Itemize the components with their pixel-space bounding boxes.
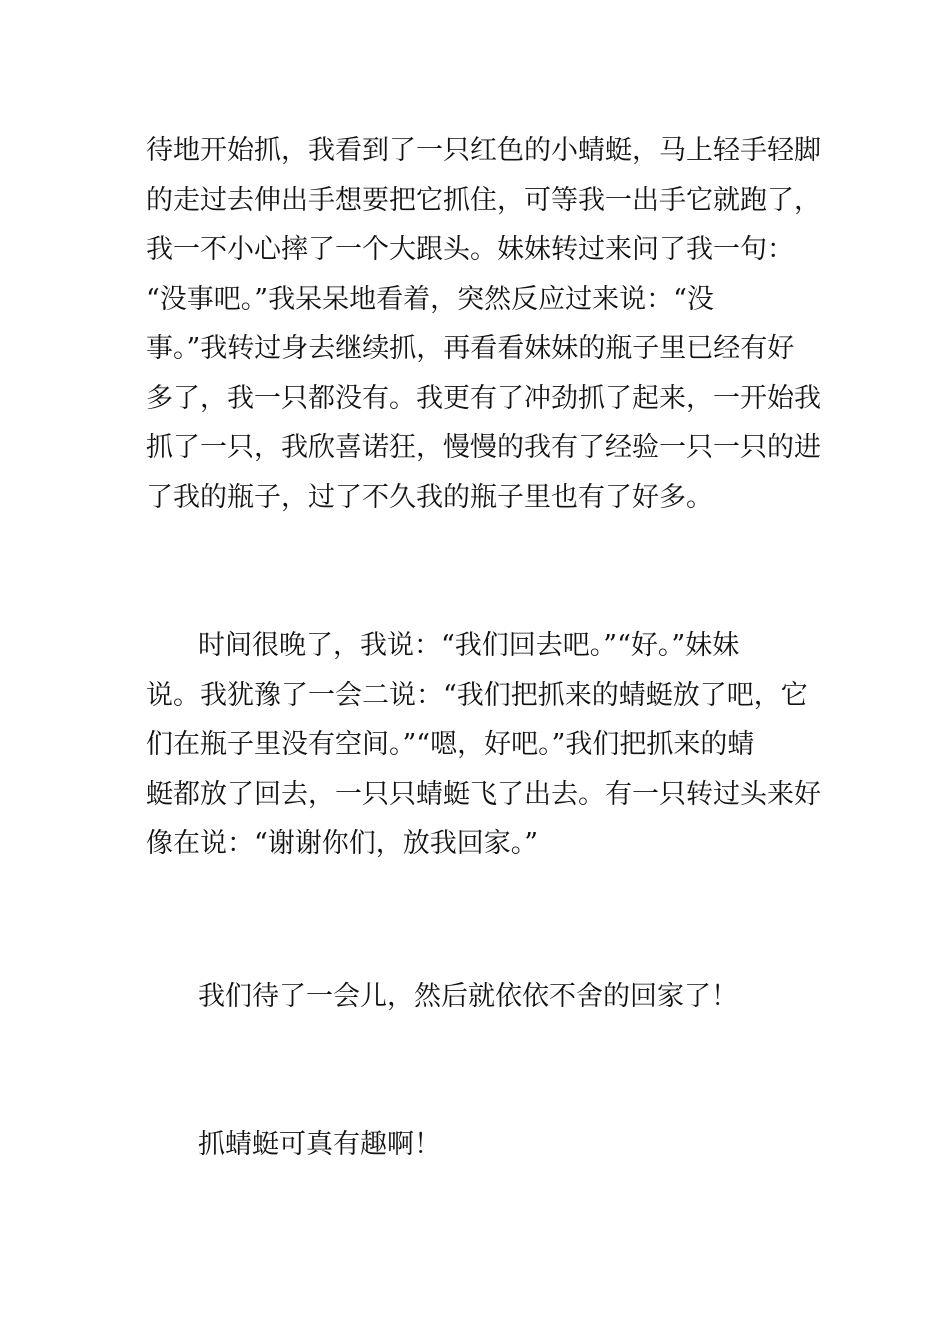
- text-line: 说。我犹豫了一会二说：“我们把抓来的蜻蜓放了吧，它: [146, 680, 808, 711]
- text-line: “没事吧。”我呆呆地看着，突然反应过来说：“没: [146, 284, 714, 315]
- text-line: 抓了一只，我欣喜诺狂，慢慢的我有了经验一只一只的进: [146, 432, 821, 463]
- text-line: 们在瓶子里没有空间。”“嗯，好吧。”我们把抓来的蜻: [146, 729, 755, 760]
- text-line: 多了，我一只都没有。我更有了冲劲抓了起来，一开始我: [146, 383, 821, 414]
- text-line: 时间很晚了，我说：“我们回去吧。”“好。”妹妹: [198, 630, 740, 661]
- text-line: 我们待了一会儿，然后就依依不舍的回家了！: [198, 981, 738, 1012]
- text-line: 的走过去伸出手想要把它抓住，可等我一出手它就跑了，: [146, 185, 821, 216]
- text-line: 事。”我转过身去继续抓，再看看妹妹的瓶子里已经有好: [146, 333, 795, 364]
- text-line: 我一不小心摔了一个大跟头。妹妹转过来问了我一句：: [146, 234, 794, 265]
- text-line: 了我的瓶子，过了不久我的瓶子里也有了好多。: [146, 482, 713, 513]
- text-line: 像在说：“谢谢你们，放我回家。”: [146, 828, 539, 859]
- text-line: 蜓都放了回去，一只只蜻蜓飞了出去。有一只转过头来好: [146, 779, 821, 810]
- text-line: 抓蜻蜓可真有趣啊！: [198, 1129, 441, 1160]
- text-line: 待地开始抓，我看到了一只红色的小蜻蜓，马上轻手轻脚: [146, 135, 821, 166]
